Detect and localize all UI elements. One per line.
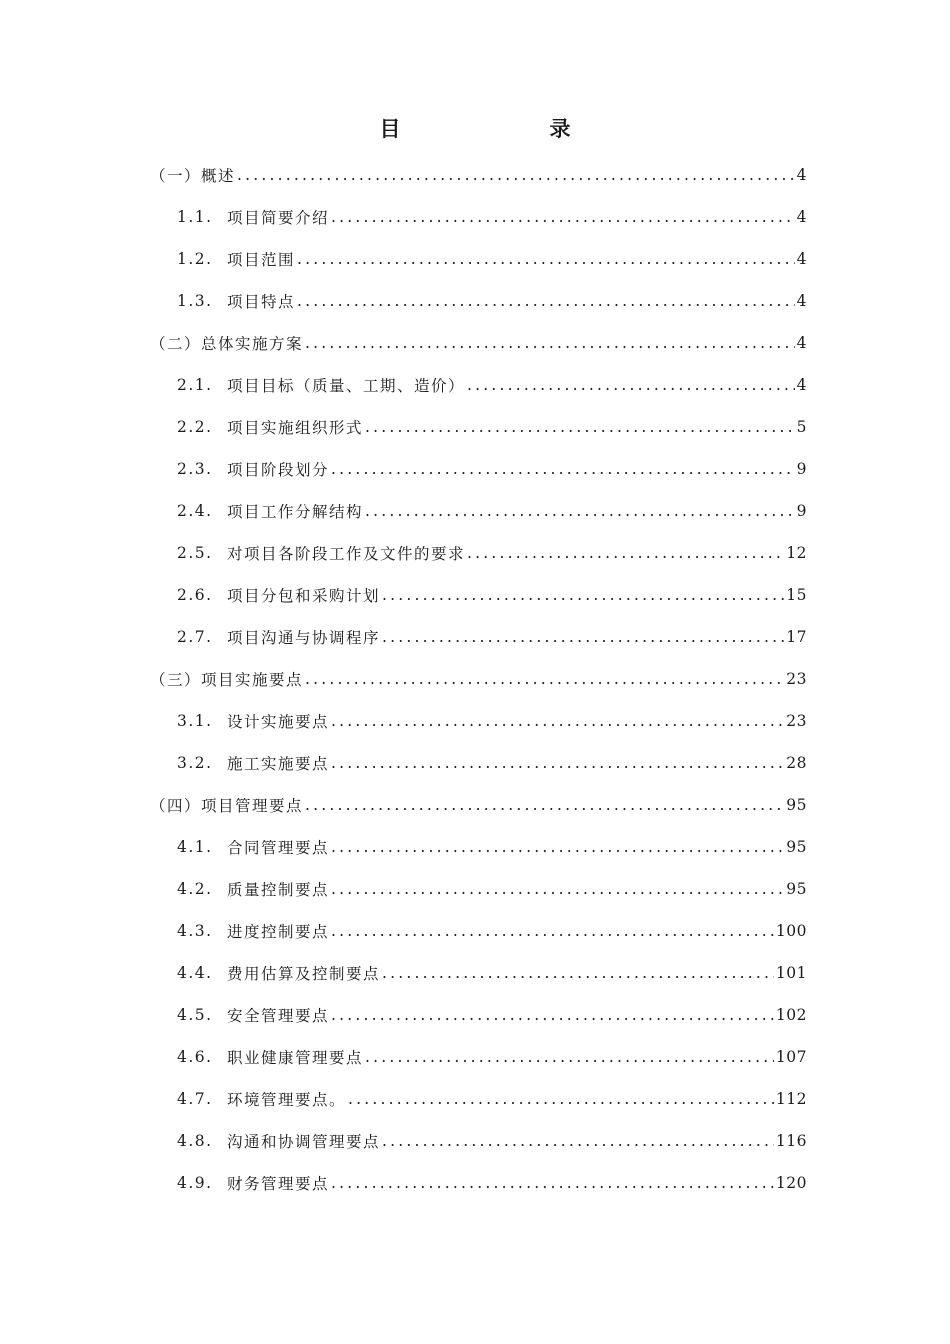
toc-entry-number: 4.2. xyxy=(177,880,213,898)
toc-page-number: 4 xyxy=(796,292,807,310)
toc-entry-number: 1.1. xyxy=(177,208,213,226)
toc-dot-leader xyxy=(365,502,795,520)
toc-dot-leader xyxy=(331,712,784,730)
toc-dot-leader xyxy=(305,796,784,814)
toc-dot-leader xyxy=(348,1090,774,1108)
toc-entry-title: （一）概述 xyxy=(150,167,236,185)
toc-dot-leader xyxy=(331,1174,774,1192)
toc-entry-number: 4.5. xyxy=(177,1006,213,1024)
toc-dot-leader xyxy=(305,334,795,352)
toc-entry-number: 1.3. xyxy=(177,292,213,310)
toc-entry-title: 合同管理要点 xyxy=(227,839,330,857)
toc-dot-leader xyxy=(382,1132,774,1150)
toc-page-number: 101 xyxy=(775,964,807,982)
toc-entry-title: 项目阶段划分 xyxy=(227,461,330,479)
toc-entry-number: 2.2. xyxy=(177,418,213,436)
toc-entry[interactable] xyxy=(150,784,807,826)
toc-entry[interactable] xyxy=(150,700,807,742)
page-title: 目 录 xyxy=(379,117,635,141)
toc-entry-title: （二）总体实施方案 xyxy=(150,335,304,353)
toc-entry-title: 项目范围 xyxy=(227,251,296,269)
toc-page-number: 15 xyxy=(786,586,807,604)
toc-entry-title: （三）项目实施要点 xyxy=(150,671,304,689)
toc-dot-leader xyxy=(297,250,795,268)
toc-page-number: 95 xyxy=(786,838,807,856)
toc-entry-number: 4.7. xyxy=(177,1090,213,1108)
toc-entry[interactable] xyxy=(150,196,807,238)
toc-page-number: 9 xyxy=(796,502,807,520)
toc-dot-leader xyxy=(382,964,774,982)
toc-page-number: 4 xyxy=(796,376,807,394)
toc-dot-leader xyxy=(382,586,784,604)
toc-entry-number: 4.1. xyxy=(177,838,213,856)
toc-entry-number: 4.3. xyxy=(177,922,213,940)
toc-entry[interactable] xyxy=(150,826,807,868)
toc-entry-number: 4.4. xyxy=(177,964,213,982)
toc-entry-title: 项目工作分解结构 xyxy=(227,503,364,521)
toc-entry[interactable] xyxy=(150,742,807,784)
toc-entry[interactable] xyxy=(150,910,807,952)
toc-dot-leader xyxy=(331,838,784,856)
toc-entry-number: 3.1. xyxy=(177,712,213,730)
toc-entry-number: 4.6. xyxy=(177,1048,213,1066)
toc-entry[interactable] xyxy=(150,448,807,490)
toc-dot-leader xyxy=(331,1006,774,1024)
toc-entry-title: 沟通和协调管理要点 xyxy=(227,1133,381,1151)
toc-entry-number: 2.3. xyxy=(177,460,213,478)
toc-page-number: 112 xyxy=(775,1090,807,1108)
toc-page-number: 12 xyxy=(786,544,807,562)
toc-entry[interactable] xyxy=(150,868,807,910)
toc-page-number: 28 xyxy=(786,754,807,772)
toc-entry[interactable] xyxy=(150,280,807,322)
toc-dot-leader xyxy=(382,628,784,646)
toc-dot-leader xyxy=(331,460,795,478)
toc-dot-leader xyxy=(365,1048,774,1066)
toc-entry-title: 项目特点 xyxy=(227,293,296,311)
toc-dot-leader xyxy=(331,208,795,226)
toc-page-number: 17 xyxy=(786,628,807,646)
toc-entry-title: 设计实施要点 xyxy=(227,713,330,731)
toc-entry-number: 2.5. xyxy=(177,544,213,562)
toc-page-number: 5 xyxy=(796,418,807,436)
toc-entry-title: 项目目标（质量、工期、造价） xyxy=(227,377,466,395)
table-of-contents xyxy=(150,154,807,1204)
toc-entry-title: 环境管理要点。 xyxy=(227,1091,347,1109)
toc-entry-number: 4.8. xyxy=(177,1132,213,1150)
toc-page-number: 95 xyxy=(786,880,807,898)
toc-page-number: 95 xyxy=(786,796,807,814)
toc-page-number: 116 xyxy=(775,1132,807,1150)
toc-page-number: 102 xyxy=(775,1006,807,1024)
toc-entry[interactable] xyxy=(150,406,807,448)
toc-dot-leader xyxy=(331,880,784,898)
toc-entry-title: 进度控制要点 xyxy=(227,923,330,941)
toc-entry-title: 费用估算及控制要点 xyxy=(227,965,381,983)
toc-entry[interactable] xyxy=(150,322,807,364)
toc-entry[interactable] xyxy=(150,1036,807,1078)
toc-page-number: 120 xyxy=(775,1174,807,1192)
toc-entry[interactable] xyxy=(150,616,807,658)
toc-entry-title: 质量控制要点 xyxy=(227,881,330,899)
toc-page-number: 4 xyxy=(796,250,807,268)
toc-entry[interactable] xyxy=(150,154,807,196)
toc-page-number: 9 xyxy=(796,460,807,478)
toc-entry[interactable] xyxy=(150,952,807,994)
toc-entry-number: 2.7. xyxy=(177,628,213,646)
toc-dot-leader xyxy=(297,292,795,310)
toc-entry[interactable] xyxy=(150,574,807,616)
toc-dot-leader xyxy=(331,922,774,940)
toc-page-number: 100 xyxy=(775,922,807,940)
toc-entry[interactable] xyxy=(150,1120,807,1162)
toc-dot-leader xyxy=(467,376,795,394)
toc-dot-leader xyxy=(365,418,795,436)
toc-page-number: 23 xyxy=(786,670,807,688)
toc-entry[interactable] xyxy=(150,532,807,574)
toc-entry-title: （四）项目管理要点 xyxy=(150,797,304,815)
toc-entry-number: 2.1. xyxy=(177,376,213,394)
toc-entry-title: 项目沟通与协调程序 xyxy=(227,629,381,647)
toc-entry-number: 3.2. xyxy=(177,754,213,772)
toc-page-number: 4 xyxy=(796,166,807,184)
toc-dot-leader xyxy=(331,754,784,772)
toc-entry-number: 2.6. xyxy=(177,586,213,604)
toc-entry-title: 项目简要介绍 xyxy=(227,209,330,227)
toc-entry-title: 职业健康管理要点 xyxy=(227,1049,364,1067)
toc-dot-leader xyxy=(237,166,795,184)
toc-entry-title: 项目分包和采购计划 xyxy=(227,587,381,605)
toc-entry-title: 对项目各阶段工作及文件的要求 xyxy=(227,545,466,563)
toc-entry-title: 安全管理要点 xyxy=(227,1007,330,1025)
toc-entry[interactable] xyxy=(150,364,807,406)
toc-page-number: 23 xyxy=(786,712,807,730)
toc-entry[interactable] xyxy=(150,490,807,532)
toc-entry-title: 项目实施组织形式 xyxy=(227,419,364,437)
toc-entry[interactable] xyxy=(150,238,807,280)
toc-page-number: 4 xyxy=(796,208,807,226)
toc-dot-leader xyxy=(305,670,784,688)
toc-dot-leader xyxy=(467,544,784,562)
toc-page-number: 4 xyxy=(796,334,807,352)
toc-entry-title: 施工实施要点 xyxy=(227,755,330,773)
toc-page-number: 107 xyxy=(775,1048,807,1066)
toc-entry-number: 1.2. xyxy=(177,250,213,268)
toc-entry[interactable] xyxy=(150,1078,807,1120)
toc-entry-number: 2.4. xyxy=(177,502,213,520)
toc-entry-number: 4.9. xyxy=(177,1174,213,1192)
toc-entry[interactable] xyxy=(150,1162,807,1204)
toc-entry-title: 财务管理要点 xyxy=(227,1175,330,1193)
toc-entry[interactable] xyxy=(150,658,807,700)
toc-entry[interactable] xyxy=(150,994,807,1036)
